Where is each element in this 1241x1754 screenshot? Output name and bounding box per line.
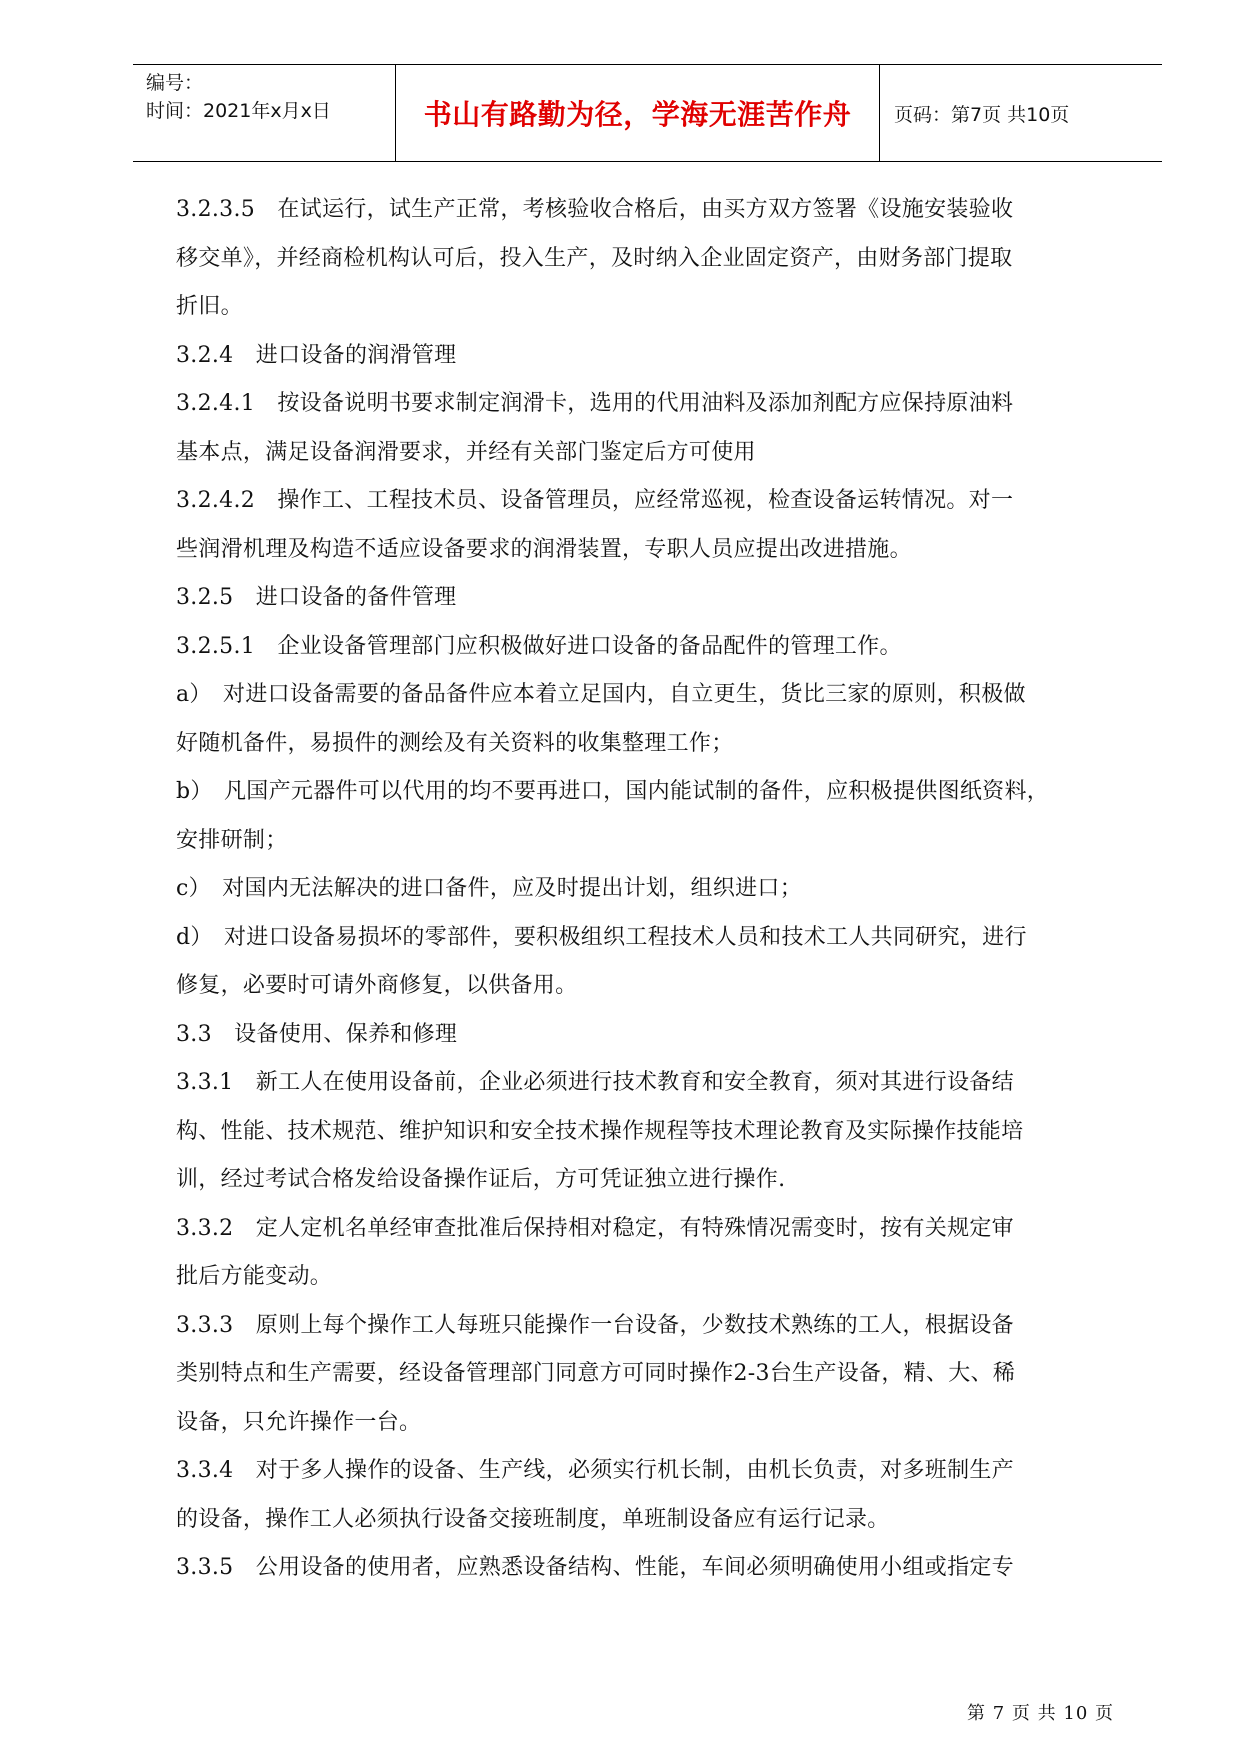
header-info-cell	[133, 65, 395, 161]
text-line: 3.2.3.5 在试运行，试生产正常，考核验收合格后，由买方双方签署《设施安装验收	[176, 197, 1014, 222]
text-line: 训，经过考试合格发给设备操作证后，方可凭证独立进行操作.	[176, 1167, 786, 1192]
header-motto: 书山有路勤为径，学海无涯苦作舟	[395, 65, 880, 161]
list-item: b） 凡国产元器件可以代用的均不要再进口，国内能试制的备件，应积极提供图纸资料，	[176, 779, 1050, 804]
text-line: 安排研制；	[176, 827, 288, 853]
page-header	[133, 64, 1162, 162]
text-line: 基本点，满足设备润滑要求，并经有关部门鉴定后方可使用	[176, 439, 756, 465]
text-line: 3.2.4.1 按设备说明书要求制定润滑卡，选用的代用油料及添加剂配方应保持原油料	[176, 391, 1014, 416]
document-body	[176, 186, 1114, 1593]
text-line: 修复，必要时可请外商修复，以供备用。	[176, 973, 578, 998]
text-line: 3.3.1 新工人在使用设备前，企业必须进行技术教育和安全教育，须对其进行设备结	[176, 1070, 1014, 1095]
text-line: 构、性能、技术规范、维护知识和安全技术操作规程等技术理论教育及实际操作技能培	[176, 1118, 1024, 1144]
text-line: 3.3.3 原则上每个操作工人每班只能操作一台设备，少数技术熟练的工人，根据设备	[176, 1312, 1014, 1338]
text-line: 移交单》，并经商检机构认可后，投入生产，及时纳入企业固定资产，由财务部门提取	[176, 245, 1013, 271]
document-number-label: 编号：	[146, 72, 204, 94]
text-line: 3.3.5 公用设备的使用者，应熟悉设备结构、性能，车间必须明确使用小组或指定专	[176, 1555, 1014, 1580]
list-item: d） 对进口设备易损坏的零部件，要积极组织工程技术人员和技术工人共同研究，进行	[176, 924, 1027, 950]
text-line: 的设备，操作工人必须执行设备交接班制度，单班制设备应有运行记录。	[176, 1506, 890, 1532]
list-item: a） 对进口设备需要的备品备件应本着立足国内，自立更生，货比三家的原则，积极做	[176, 682, 1026, 707]
text-line: 好随机备件，易损件的测绘及有关资料的收集整理工作；	[176, 730, 734, 756]
text-line: 折旧。	[176, 294, 243, 319]
text-line: 设备，只允许操作一台。	[176, 1409, 422, 1435]
text-line: 3.2.5.1 企业设备管理部门应积极做好进口设备的备品配件的管理工作。	[176, 633, 902, 659]
section-heading: 3.3 设备使用、保养和修理	[176, 1021, 458, 1047]
text-line: 批后方能变动。	[176, 1264, 333, 1289]
page-footer: 第 7 页 共 10 页	[967, 1703, 1114, 1724]
text-line: 3.3.2 定人定机名单经审查批准后保持相对稳定，有特殊情况需变时，按有关规定审	[176, 1215, 1014, 1241]
header-page-number: 页码：第7页 共10页	[894, 103, 1070, 126]
section-heading: 3.2.5 进口设备的备件管理	[176, 585, 457, 610]
document-time-label: 时间：2021年x月x日	[146, 100, 331, 122]
text-line: 3.2.4.2 操作工、工程技术员、设备管理员，应经常巡视，检查设备运转情况。对一	[176, 488, 1014, 513]
section-heading: 3.2.4 进口设备的润滑管理	[176, 342, 457, 368]
text-line: 类别特点和生产需要，经设备管理部门同意方可同时操作2-3台生产设备，精、大、稀	[176, 1361, 1016, 1386]
list-item: c） 对国内无法解决的进口备件，应及时提出计划，组织进口；	[176, 876, 803, 901]
text-line: 些润滑机理及构造不适应设备要求的润滑装置，专职人员应提出改进措施。	[176, 536, 912, 562]
text-line: 3.3.4 对于多人操作的设备、生产线，必须实行机长制，由机长负责，对多班制生产	[176, 1458, 1014, 1483]
